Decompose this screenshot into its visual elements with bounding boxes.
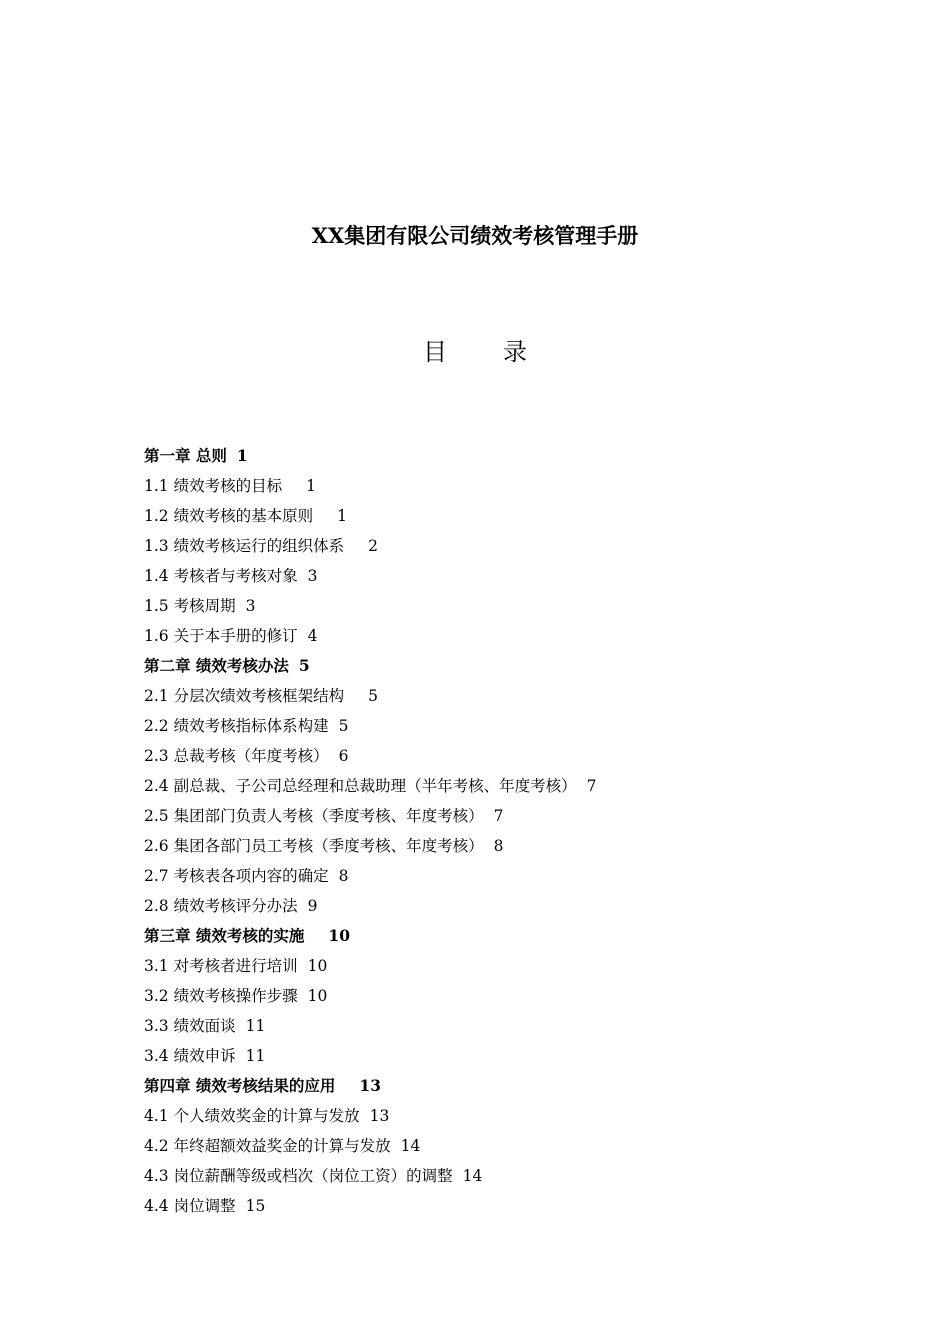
toc-entry-page-number: 1 [306,477,316,495]
toc-entry-page-number: 8 [338,867,349,885]
toc-entry-label: 4.3 岗位薪酬等级或档次（岗位工资）的调整 [144,1167,453,1185]
toc-entry-label: 2.1 分层次绩效考核框架结构 [144,687,345,705]
toc-entry-page-number: 15 [245,1197,266,1215]
toc-entry-page-number: 10 [307,957,328,975]
toc-section-entry[interactable] [144,1191,864,1221]
toc-entry-page-number: 13 [359,1076,381,1095]
toc-entry-page-number: 9 [307,897,318,915]
toc-section-entry[interactable] [144,891,864,921]
toc-section-entry[interactable] [144,981,864,1011]
toc-entry-label: 4.1 个人绩效奖金的计算与发放 [144,1107,360,1125]
toc-section-entry[interactable] [144,771,864,801]
toc-entry-page-number: 7 [493,807,504,825]
toc-section-entry[interactable] [144,831,864,861]
document-title: XX集团有限公司绩效考核管理手册 [311,223,639,248]
toc-section-entry[interactable] [144,501,864,531]
toc-entry-page-number: 11 [245,1047,266,1065]
toc-section-entry[interactable] [144,1101,864,1131]
toc-entry-page-number: 1 [337,507,347,525]
toc-entry-label: 2.2 绩效考核指标体系构建 [144,717,329,735]
toc-chapter-entry[interactable] [144,921,864,951]
toc-entry-label: 1.5 考核周期 [144,597,236,615]
toc-entry-page-number: 14 [400,1137,421,1155]
toc-section-entry[interactable] [144,1161,864,1191]
toc-entry-page-number: 3 [245,597,256,615]
toc-entry-page-number: 6 [338,747,349,765]
toc-section-entry[interactable] [144,471,864,501]
toc-section-entry[interactable] [144,861,864,891]
toc-entry-page-number: 14 [462,1167,483,1185]
toc-entry-label: 2.4 副总裁、子公司总经理和总裁助理（半年考核、年度考核） [144,777,577,795]
toc-entry-page-number: 5 [368,687,378,705]
toc-entry-label: 2.3 总裁考核（年度考核） [144,747,329,765]
table-of-contents [144,441,864,1221]
toc-section-entry[interactable] [144,681,864,711]
toc-entry-label: 3.2 绩效考核操作步骤 [144,987,298,1005]
toc-entry-page-number: 5 [338,717,349,735]
toc-section-entry[interactable] [144,951,864,981]
toc-entry-label: 2.7 考核表各项内容的确定 [144,867,329,885]
toc-entry-page-number: 8 [493,837,504,855]
toc-entry-label: 4.4 岗位调整 [144,1197,236,1215]
toc-section-entry[interactable] [144,1011,864,1041]
toc-entry-label: 第二章 绩效考核办法 [144,656,289,675]
toc-entry-label: 3.3 绩效面谈 [144,1017,236,1035]
toc-section-entry[interactable] [144,531,864,561]
toc-section-entry[interactable] [144,801,864,831]
toc-entry-page-number: 5 [298,656,310,675]
toc-section-entry[interactable] [144,741,864,771]
toc-entry-page-number: 1 [236,446,248,465]
toc-section-entry[interactable] [144,1131,864,1161]
toc-entry-label: 4.2 年终超额效益奖金的计算与发放 [144,1137,391,1155]
toc-chapter-entry[interactable] [144,651,864,681]
toc-entry-label: 1.2 绩效考核的基本原则 [144,507,314,525]
toc-entry-page-number: 10 [307,987,328,1005]
toc-entry-label: 1.6 关于本手册的修订 [144,627,298,645]
toc-entry-page-number: 11 [245,1017,266,1035]
toc-chapter-entry[interactable] [144,1071,864,1101]
toc-entry-page-number: 10 [328,926,350,945]
toc-entry-label: 1.3 绩效考核运行的组织体系 [144,537,345,555]
toc-section-entry[interactable] [144,561,864,591]
toc-section-entry[interactable] [144,591,864,621]
toc-chapter-entry[interactable] [144,441,864,471]
toc-entry-page-number: 3 [307,567,318,585]
toc-entry-page-number: 13 [369,1107,390,1125]
toc-entry-page-number: 2 [368,537,378,555]
toc-entry-label: 1.4 考核者与考核对象 [144,567,298,585]
toc-entry-label: 3.4 绩效申诉 [144,1047,236,1065]
toc-entry-label: 2.6 集团各部门员工考核（季度考核、年度考核） [144,837,484,855]
toc-entry-label: 1.1 绩效考核的目标 [144,477,283,495]
toc-heading-char-right: 录 [503,338,527,366]
toc-section-entry[interactable] [144,621,864,651]
toc-entry-label: 3.1 对考核者进行培训 [144,957,298,975]
toc-entry-label: 2.8 绩效考核评分办法 [144,897,298,915]
toc-entry-label: 2.5 集团部门负责人考核（季度考核、年度考核） [144,807,484,825]
toc-section-entry[interactable] [144,1041,864,1071]
toc-entry-page-number: 4 [307,627,318,645]
toc-entry-label: 第三章 绩效考核的实施 [144,926,305,945]
toc-heading [0,336,950,368]
toc-heading-char-left: 目 [423,338,447,366]
toc-entry-label: 第一章 总则 [144,446,227,465]
toc-entry-page-number: 7 [586,777,597,795]
toc-entry-label: 第四章 绩效考核结果的应用 [144,1076,336,1095]
toc-section-entry[interactable] [144,711,864,741]
